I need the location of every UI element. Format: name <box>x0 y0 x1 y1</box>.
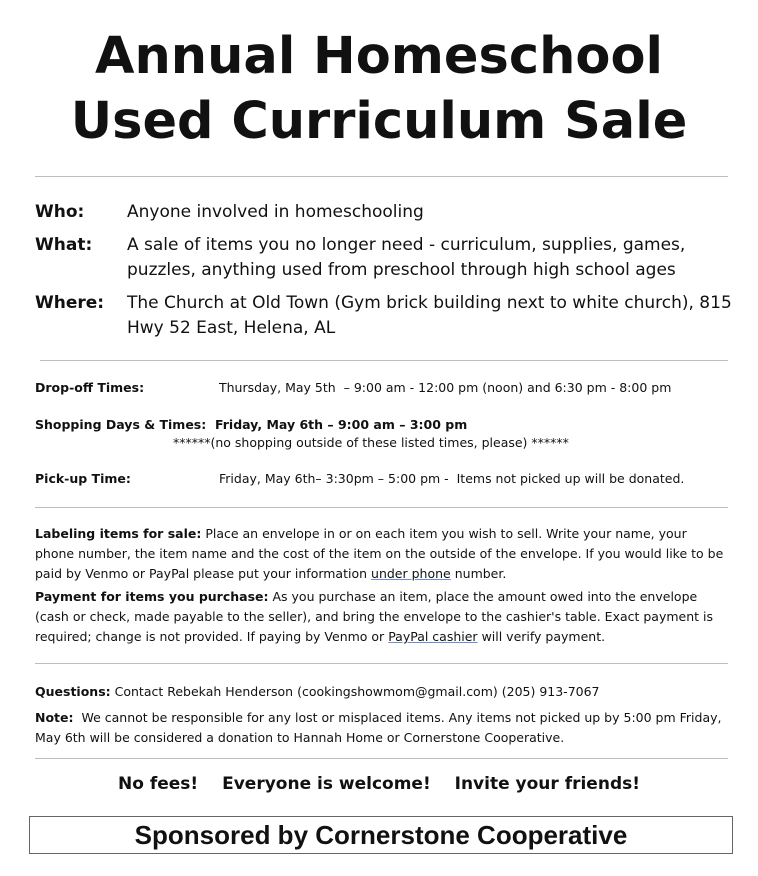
shopping-label: Shopping Days & Times: <box>35 417 207 432</box>
labeling-paragraph <box>35 524 729 584</box>
where-label: Where: <box>35 293 105 313</box>
note-paragraph <box>35 708 729 748</box>
footer-welcome: Everyone is welcome! <box>222 774 431 794</box>
dropoff-label: Drop-off Times: <box>35 380 145 395</box>
questions-heading: Questions: <box>35 684 111 699</box>
footer-line <box>0 774 758 794</box>
divider <box>35 507 728 508</box>
who-value: Anyone involved in homeschooling <box>127 202 424 222</box>
who-label: Who: <box>35 202 85 222</box>
footer-invite: Invite your friends! <box>454 774 640 794</box>
title-line-1: Annual Homeschool <box>95 27 663 86</box>
what-value: A sale of items you no longer need - curriculum, supplies, games, puzzles, anything used from preschool through high school ages <box>127 235 686 280</box>
labeling-heading: Labeling items for sale: <box>35 526 202 541</box>
pickup-label: Pick-up Time: <box>35 471 131 486</box>
shopping-note: ******(no shopping outside of these listed times, please) ****** <box>173 435 569 450</box>
what-label: What: <box>35 235 93 255</box>
payment-heading: Payment for items you purchase: <box>35 589 269 604</box>
labeling-text-underlined: under phone <box>371 566 451 581</box>
pickup-value: Friday, May 6th– 3:30pm – 5:00 pm - Items not picked up will be donated. <box>219 471 685 486</box>
payment-text: As you purchase an item, place the amount owed into the envelope (cash or check, made payable to the seller), and bring the envelope to the cashier's table. Exact payment is required; change is not provided. If paying by Venmo or <box>35 589 714 644</box>
where-value: The Church at Old Town (Gym brick building next to white church), 815 Hwy 52 East, Helena, AL <box>127 293 732 338</box>
footer-no-fees: No fees! <box>118 774 199 794</box>
note-text: We cannot be responsible for any lost or misplaced items. Any items not picked up by 5:00 pm Friday, May 6th will be considered a donation to Hannah Home or Cornerstone Cooperative. <box>35 710 722 745</box>
divider <box>40 360 728 361</box>
labeling-text-end: number. <box>454 566 507 581</box>
payment-text-end: will verify payment. <box>481 629 606 644</box>
divider <box>35 176 728 177</box>
sponsor-box: Sponsored by Cornerstone Cooperative <box>29 816 733 854</box>
divider <box>35 758 728 759</box>
payment-paragraph <box>35 587 729 647</box>
divider <box>35 663 728 664</box>
shopping-value: Friday, May 6th – 9:00 am – 3:00 pm <box>215 417 468 432</box>
payment-text-underlined: PayPal cashier <box>388 629 478 644</box>
labeling-text: Place an envelope in or on each item you wish to sell. Write your name, your phone number, the item name and the cost of the item on the outside of the envelope. If you would like to be paid by Venmo or PayPal please put your information <box>35 526 724 581</box>
dropoff-value: Thursday, May 5th – 9:00 am - 12:00 pm (noon) and 6:30 pm - 8:00 pm <box>219 380 672 395</box>
title-line-2: Used Curriculum Sale <box>70 92 688 151</box>
questions-paragraph <box>35 682 729 702</box>
note-heading: Note: <box>35 710 74 725</box>
questions-text: Contact Rebekah Henderson (cookingshowmom@gmail.com) (205) 913-7067 <box>114 684 600 699</box>
